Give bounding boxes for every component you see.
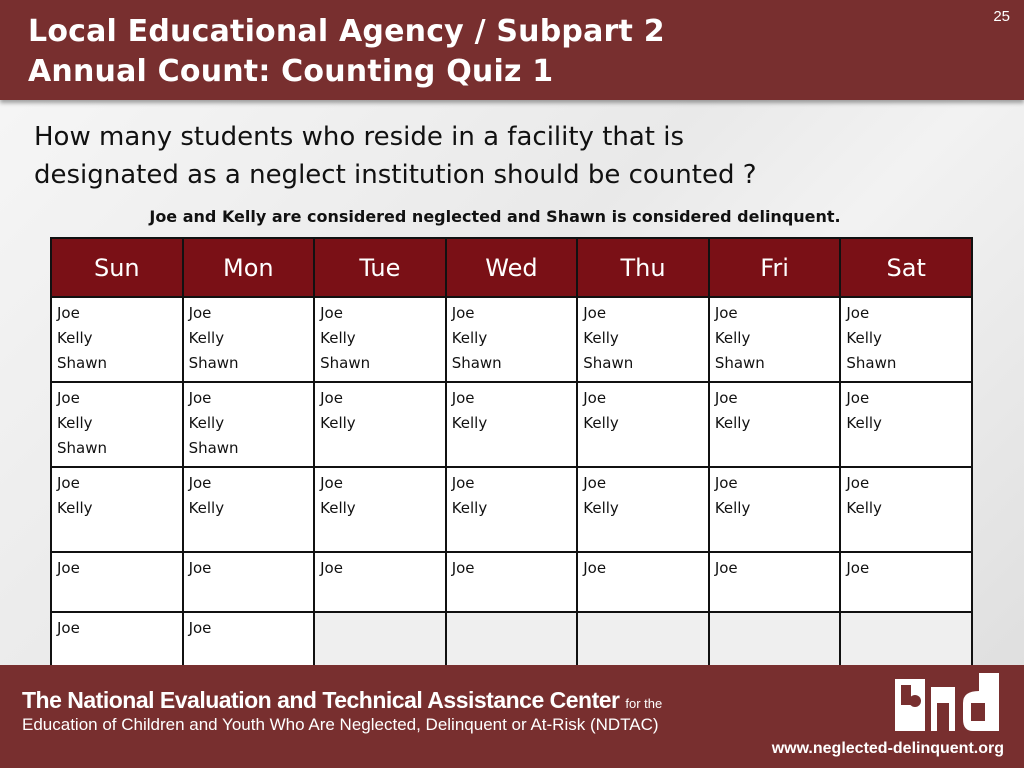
- table-cell: [51, 467, 183, 552]
- table-cell: [840, 552, 972, 612]
- table-cell: [709, 382, 841, 467]
- table-cell: [51, 382, 183, 467]
- student-name: Joe: [188, 389, 212, 407]
- table-cell: [577, 467, 709, 552]
- student-name: Kelly: [57, 499, 93, 517]
- table-row: [51, 382, 972, 467]
- table-cell: [314, 612, 446, 672]
- student-name: Joe: [320, 304, 343, 322]
- student-name: Shawn: [583, 354, 634, 372]
- student-name: Kelly: [188, 329, 225, 347]
- student-name: Kelly: [846, 329, 882, 347]
- question-line-1: How many students who reside in a facility that is: [34, 122, 685, 152]
- student-name: Kelly: [583, 329, 619, 347]
- table-cell: [51, 297, 183, 382]
- table-cell: [577, 552, 709, 612]
- column-header-tue: Tue: [314, 238, 446, 297]
- table-cell: [446, 467, 578, 552]
- table-cell: [183, 297, 315, 382]
- student-name: Kelly: [188, 414, 225, 432]
- table-cell: [183, 467, 315, 552]
- student-name: Kelly: [320, 499, 356, 517]
- table-header-row: [51, 238, 972, 297]
- student-name: Kelly: [846, 414, 882, 432]
- student-name: Shawn: [714, 354, 765, 372]
- student-name: Kelly: [714, 329, 751, 347]
- student-name: Joe: [583, 474, 607, 492]
- student-name: Kelly: [583, 499, 619, 517]
- student-name: Joe: [714, 389, 738, 407]
- student-name: Joe: [57, 559, 80, 577]
- student-name: Kelly: [57, 329, 93, 347]
- table-cell: [314, 467, 446, 552]
- column-header-sun: Sun: [51, 238, 183, 297]
- column-header-sat: Sat: [840, 238, 972, 297]
- table-cell: [183, 612, 315, 672]
- student-name: Joe: [451, 474, 475, 492]
- student-name: Joe: [714, 304, 738, 322]
- student-name: Shawn: [57, 439, 107, 457]
- table-cell: [183, 552, 315, 612]
- website-link[interactable]: www.neglected-delinquent.org: [771, 740, 1004, 757]
- student-name: Joe: [451, 559, 475, 577]
- student-name: Kelly: [583, 414, 619, 432]
- table-row: [51, 552, 972, 612]
- student-name: Joe: [451, 304, 475, 322]
- student-name: Joe: [320, 559, 343, 577]
- student-name: Shawn: [846, 354, 897, 372]
- student-name: Joe: [714, 559, 738, 577]
- slide-title: [28, 12, 665, 92]
- table-cell: [314, 297, 446, 382]
- student-name: Shawn: [320, 354, 371, 372]
- table-cell: [314, 552, 446, 612]
- table-cell: [183, 382, 315, 467]
- org-name-suffix: for the: [625, 696, 663, 711]
- table-cell: [709, 612, 841, 672]
- attendance-table: [50, 237, 973, 673]
- student-name: Joe: [188, 619, 212, 637]
- student-name: Shawn: [451, 354, 502, 372]
- student-name: Kelly: [57, 414, 93, 432]
- student-name: Kelly: [451, 499, 488, 517]
- table-cell: [446, 382, 578, 467]
- table-row: [51, 467, 972, 552]
- student-name: Joe: [57, 619, 80, 637]
- table-cell: [709, 297, 841, 382]
- student-name: Kelly: [320, 329, 356, 347]
- student-name: Joe: [320, 474, 343, 492]
- slide-number: 25: [993, 8, 1010, 25]
- student-name: Joe: [846, 389, 870, 407]
- student-name: Shawn: [188, 439, 239, 457]
- student-name: Joe: [583, 304, 607, 322]
- student-name: Shawn: [57, 354, 107, 372]
- slide-title-line-1: Local Educational Agency / Subpart 2: [28, 14, 665, 49]
- student-name: Joe: [583, 559, 607, 577]
- org-name-line-1: The National Evaluation and Technical Assistance Center: [22, 687, 620, 713]
- student-name: Joe: [846, 559, 870, 577]
- student-name: Kelly: [188, 499, 225, 517]
- student-name: Kelly: [451, 329, 488, 347]
- table-cell: [446, 612, 578, 672]
- ndtac-logo-icon: [893, 673, 1003, 733]
- table-cell: [51, 612, 183, 672]
- table-cell: [577, 382, 709, 467]
- quiz-note: Joe and Kelly are considered neglected and Shawn is considered delinquent.: [149, 207, 841, 226]
- column-header-fri: Fri: [709, 238, 841, 297]
- table-row: [51, 612, 972, 672]
- question-line-2: designated as a neglect institution should be counted ?: [34, 160, 757, 190]
- table-cell: [840, 382, 972, 467]
- student-name: Joe: [714, 474, 738, 492]
- org-name: [22, 687, 662, 714]
- column-header-thu: Thu: [577, 238, 709, 297]
- student-name: Joe: [188, 474, 212, 492]
- table-cell: [840, 297, 972, 382]
- student-name: Shawn: [188, 354, 239, 372]
- student-name: Joe: [57, 474, 80, 492]
- column-header-wed: Wed: [446, 238, 578, 297]
- student-name: Joe: [846, 304, 870, 322]
- student-name: Kelly: [714, 499, 751, 517]
- column-header-mon: Mon: [183, 238, 315, 297]
- student-name: Kelly: [714, 414, 751, 432]
- table-cell: [577, 612, 709, 672]
- student-name: Joe: [846, 474, 870, 492]
- student-name: Joe: [451, 389, 475, 407]
- table-row: [51, 297, 972, 382]
- table-cell: [51, 552, 183, 612]
- question-text: [34, 118, 994, 194]
- table-cell: [840, 612, 972, 672]
- student-name: Joe: [57, 304, 80, 322]
- student-name: Joe: [583, 389, 607, 407]
- student-name: Joe: [188, 304, 212, 322]
- table-cell: [446, 297, 578, 382]
- footer-bar: [0, 665, 1024, 768]
- table-cell: [709, 552, 841, 612]
- student-name: Joe: [320, 389, 343, 407]
- table-cell: [446, 552, 578, 612]
- table-cell: [840, 467, 972, 552]
- title-bar: [0, 0, 1024, 100]
- student-name: Kelly: [320, 414, 356, 432]
- student-name: Joe: [188, 559, 212, 577]
- org-subtitle: Education of Children and Youth Who Are Neglected, Delinquent or At-Risk (NDTAC): [22, 715, 659, 734]
- table-cell: [577, 297, 709, 382]
- student-name: Kelly: [846, 499, 882, 517]
- student-name: Joe: [57, 389, 80, 407]
- table-cell: [709, 467, 841, 552]
- table-cell: [314, 382, 446, 467]
- slide-title-line-2: Annual Count: Counting Quiz 1: [28, 54, 554, 89]
- student-name: Kelly: [451, 414, 488, 432]
